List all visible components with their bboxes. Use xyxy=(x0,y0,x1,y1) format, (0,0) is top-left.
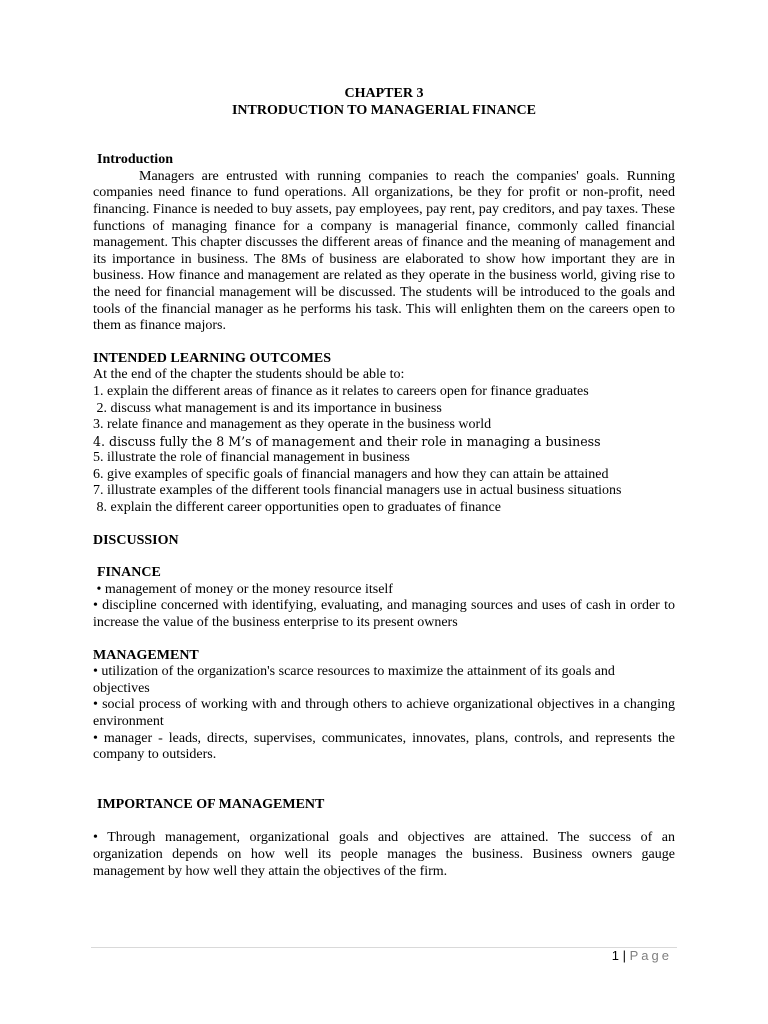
discussion-heading: DISCUSSION xyxy=(93,532,179,548)
management-bullet: • utilization of the organization's scarce resources to maximize the attainment of its goals and objectives xyxy=(93,664,615,696)
chapter-title: INTRODUCTION TO MANAGERIAL FINANCE xyxy=(231,102,537,118)
introduction-paragraph: Managers are entrusted with running companies to reach the companies' goals. Running companies need finance to fund operations. All organizations, be they for profit or non-profit, need financing. Finance is needed to buy assets, pay employees, pay rent, pay creditors, and pay taxes. These functions of managing finance for a company is managerial finance, commonly called financial management. This chapter discusses the different areas of finance and the meaning of management and its importance in business. The 8Ms of business are elaborated to show how important they are in business. How finance and management are related as they operate in the business world, giving rise to the need for financial management will be discussed. The students will be introduced to the goals and tools of the financial manager as he performs his task. This will enlighten them on the careers open to them as finance majors. xyxy=(93,168,675,334)
footer-divider xyxy=(91,947,677,948)
outcomes-list xyxy=(93,384,675,517)
management-heading: MANAGEMENT xyxy=(93,647,199,663)
list-item: 4. discuss fully the 8 M’s of management and their role in managing a business xyxy=(93,433,601,449)
list-item: 3. relate finance and management as they operate in the business world xyxy=(93,417,492,433)
list-item: 5. illustrate the role of financial management in business xyxy=(93,450,410,466)
management-bullet: • manager - leads, directs, supervises, communicates, innovates, plans, controls, and represents the company to outsiders. xyxy=(93,730,675,763)
list-item: 2. discuss what management is and its importance in business xyxy=(93,400,442,416)
list-item: 7. illustrate examples of the different tools financial managers use in actual business situations xyxy=(93,483,622,499)
page-footer xyxy=(612,948,672,965)
outcomes-lead: At the end of the chapter the students should be able to: xyxy=(93,367,405,383)
chapter-number: CHAPTER 3 xyxy=(344,86,424,101)
management-bullet: • social process of working with and through others to achieve organizational objectives in a changing environment xyxy=(93,697,675,729)
list-item: 8. explain the different career opportunities open to graduates of finance xyxy=(93,500,501,516)
importance-heading: IMPORTANCE OF MANAGEMENT xyxy=(97,796,325,812)
outcomes-heading: INTENDED LEARNING OUTCOMES xyxy=(93,350,332,366)
document-page xyxy=(93,86,675,880)
list-item: 6. give examples of specific goals of financial managers and how they can attain be attained xyxy=(93,466,609,482)
finance-bullet: • management of money or the money resource itself xyxy=(93,581,393,597)
introduction-heading: Introduction xyxy=(97,152,173,168)
finance-heading: FINANCE xyxy=(97,565,161,581)
page-number: 1 xyxy=(611,948,619,963)
importance-paragraph: • Through management, organizational goals and objectives are attained. The success of an organization depends on how well its people manages the business. Business owners gauge management by how well they attain the objectives of the firm. xyxy=(93,830,675,879)
finance-bullet: • discipline concerned with identifying, evaluating, and managing sources and uses of cash in order to increase the value of the business enterprise to its present owners xyxy=(93,598,675,631)
footer-separator: | xyxy=(622,948,626,963)
page-label: Page xyxy=(629,948,672,963)
list-item: 1. explain the different areas of finance as it relates to careers open for finance graduates xyxy=(93,383,589,399)
